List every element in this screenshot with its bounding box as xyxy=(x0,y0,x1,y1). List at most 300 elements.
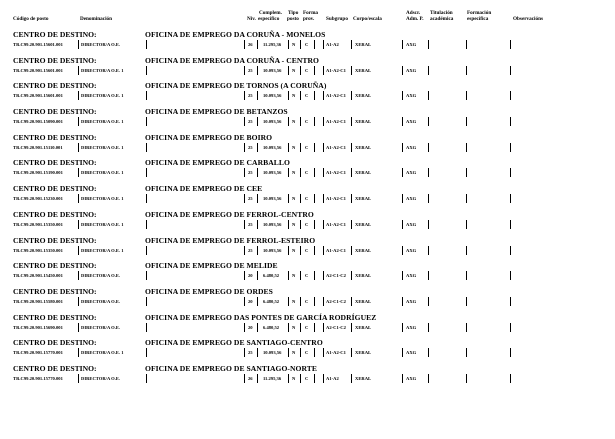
centro-destino-label: CENTRO DE DESTINO: xyxy=(13,107,97,117)
complemento-cell: 10.093,56 xyxy=(263,67,282,73)
column-divider xyxy=(510,323,511,332)
column-divider xyxy=(351,194,352,203)
column-divider xyxy=(428,348,429,357)
column-divider xyxy=(510,91,511,100)
table-row xyxy=(0,374,615,383)
column-divider xyxy=(244,168,245,177)
column-divider xyxy=(78,117,79,126)
table-row xyxy=(0,66,615,75)
column-divider xyxy=(428,168,429,177)
forma-cell: C xyxy=(305,67,309,73)
column-divider xyxy=(78,246,79,255)
job-post-block xyxy=(0,132,615,158)
column-divider xyxy=(466,91,467,100)
column-divider xyxy=(323,246,324,255)
oficina-name: OFICINA DE EMPREGO DE FERROL-ESTEIRO xyxy=(145,235,316,245)
corpo-cell: XERAL xyxy=(355,298,372,304)
centro-destino-label: CENTRO DE DESTINO: xyxy=(13,81,97,91)
subgrupo-cell: A1-A2-C1 xyxy=(326,144,346,150)
header-tipo-2: posto xyxy=(287,16,299,22)
column-divider xyxy=(288,194,289,203)
column-divider xyxy=(244,374,245,383)
table-row xyxy=(0,271,615,280)
corpo-cell: XERAL xyxy=(355,375,372,381)
subgrupo-cell: A1-A2-C1 xyxy=(326,93,346,99)
codigo-cell: TR.C99.20.901.15690.001 xyxy=(13,324,63,330)
column-divider xyxy=(314,246,315,255)
column-divider xyxy=(351,323,352,332)
column-divider xyxy=(402,297,403,306)
subgrupo-cell: A1-A2-C1 xyxy=(326,221,346,227)
header-forma-1: Forma xyxy=(303,10,318,16)
denominacion-cell: DIRECTOR/A O.E. xyxy=(81,324,121,330)
column-divider xyxy=(510,297,511,306)
column-divider xyxy=(288,323,289,332)
tipo-cell: N xyxy=(292,196,296,202)
column-divider xyxy=(300,297,301,306)
table-row xyxy=(0,297,615,306)
oficina-name: OFICINA DE EMPREGO DE CEE xyxy=(145,184,263,194)
adscr-cell: AXG xyxy=(406,93,417,99)
column-divider xyxy=(78,143,79,152)
job-post-block xyxy=(0,183,615,209)
adscr-cell: AXG xyxy=(406,324,417,330)
oficina-name: OFICINA DE EMPREGO DE SANTIAGO-NORTE xyxy=(145,363,317,373)
column-divider xyxy=(428,40,429,49)
complemento-cell: 10.093,56 xyxy=(263,170,282,176)
column-divider xyxy=(257,91,258,100)
table-row xyxy=(0,194,615,203)
column-divider xyxy=(428,117,429,126)
adscr-cell: AXG xyxy=(406,350,417,356)
complemento-cell: 10.093,56 xyxy=(263,93,282,99)
centro-destino-label: CENTRO DE DESTINO: xyxy=(13,184,97,194)
tipo-cell: N xyxy=(292,119,296,125)
denominacion-cell: DIRECTOR/A O.E. xyxy=(81,375,121,381)
column-divider xyxy=(351,271,352,280)
denominacion-cell: DIRECTOR/A O.E. 1 xyxy=(81,144,124,150)
column-divider xyxy=(466,40,467,49)
centro-destino-label: CENTRO DE DESTINO: xyxy=(13,30,97,39)
column-divider xyxy=(300,194,301,203)
column-divider xyxy=(78,297,79,306)
column-divider xyxy=(300,323,301,332)
denominacion-cell: DIRECTOR/A O.E. 1 xyxy=(81,93,124,99)
nivel-cell: 25 xyxy=(248,67,253,73)
adscr-cell: AXG xyxy=(406,221,417,227)
table-row xyxy=(0,220,615,229)
corpo-cell: XERAL xyxy=(355,170,372,176)
complemento-cell: 6.480,52 xyxy=(263,273,280,279)
header-forma-2: prov. xyxy=(303,16,315,22)
column-divider xyxy=(78,374,79,383)
complemento-cell: 10.093,56 xyxy=(263,196,282,202)
forma-cell: C xyxy=(305,144,309,150)
codigo-cell: TR.C99.20.901.15601.001 xyxy=(13,93,63,99)
column-divider xyxy=(402,117,403,126)
codigo-cell: TR.C99.20.901.15770.001 xyxy=(13,375,63,381)
column-divider xyxy=(466,117,467,126)
codigo-cell: TR.C99.20.901.15110.001 xyxy=(13,144,63,150)
column-divider xyxy=(351,220,352,229)
column-divider xyxy=(402,246,403,255)
header-observacions: Observacións xyxy=(513,16,543,22)
column-divider xyxy=(257,143,258,152)
forma-cell: C xyxy=(305,119,309,125)
job-post-block xyxy=(0,55,615,81)
forma-cell: C xyxy=(305,196,309,202)
denominacion-cell: DIRECTOR/A O.E. xyxy=(81,298,121,304)
column-divider xyxy=(146,220,147,229)
forma-cell: C xyxy=(305,93,309,99)
column-divider xyxy=(428,143,429,152)
corpo-cell: XERAL xyxy=(355,247,372,253)
job-post-block xyxy=(0,235,615,261)
tipo-cell: N xyxy=(292,67,296,73)
column-divider xyxy=(288,271,289,280)
column-divider xyxy=(300,143,301,152)
column-divider xyxy=(402,194,403,203)
nivel-cell: 26 xyxy=(248,375,253,381)
column-divider xyxy=(314,271,315,280)
column-divider xyxy=(300,66,301,75)
column-divider xyxy=(257,271,258,280)
centro-destino-label: CENTRO DE DESTINO: xyxy=(13,312,97,322)
forma-cell: C xyxy=(305,375,309,381)
column-divider xyxy=(78,91,79,100)
column-divider xyxy=(314,323,315,332)
column-divider xyxy=(244,91,245,100)
column-divider xyxy=(257,194,258,203)
table-row xyxy=(0,246,615,255)
denominacion-cell: DIRECTOR/A O.E. 1 xyxy=(81,67,124,73)
column-divider xyxy=(351,143,352,152)
tipo-cell: N xyxy=(292,273,296,279)
header-denominacion: Denominación xyxy=(80,16,112,22)
column-divider xyxy=(510,168,511,177)
nivel-cell: 25 xyxy=(248,170,253,176)
nivel-cell: 25 xyxy=(248,247,253,253)
table-row xyxy=(0,323,615,332)
header-formacion-1: Formación xyxy=(467,10,492,16)
column-divider xyxy=(244,220,245,229)
column-divider xyxy=(146,168,147,177)
adscr-cell: AXG xyxy=(406,170,417,176)
column-divider xyxy=(510,117,511,126)
column-divider xyxy=(288,91,289,100)
tipo-cell: N xyxy=(292,247,296,253)
column-divider xyxy=(314,66,315,75)
table-header xyxy=(0,0,615,30)
subgrupo-cell: A1-A2-C1 xyxy=(326,350,346,356)
header-codigo: Código de posto xyxy=(13,16,49,22)
column-divider xyxy=(146,117,147,126)
forma-cell: C xyxy=(305,247,309,253)
column-divider xyxy=(351,168,352,177)
adscr-cell: AXG xyxy=(406,119,417,125)
adscr-cell: AXG xyxy=(406,42,417,47)
centro-destino-label: CENTRO DE DESTINO: xyxy=(13,235,97,245)
column-divider xyxy=(314,348,315,357)
column-divider xyxy=(146,66,147,75)
column-divider xyxy=(466,323,467,332)
column-divider xyxy=(351,66,352,75)
column-divider xyxy=(257,40,258,49)
subgrupo-cell: A1-A2 xyxy=(326,42,339,47)
centro-destino-label: CENTRO DE DESTINO: xyxy=(13,261,97,271)
column-divider xyxy=(466,143,467,152)
table-row xyxy=(0,117,615,126)
subgrupo-cell: A1-A2-C1 xyxy=(326,196,346,202)
column-divider xyxy=(244,117,245,126)
column-divider xyxy=(288,40,289,49)
column-divider xyxy=(300,168,301,177)
column-divider xyxy=(351,297,352,306)
job-post-block xyxy=(0,312,615,338)
adscr-cell: AXG xyxy=(406,247,417,253)
column-divider xyxy=(257,246,258,255)
column-divider xyxy=(257,117,258,126)
column-divider xyxy=(146,246,147,255)
column-divider xyxy=(323,168,324,177)
column-divider xyxy=(257,168,258,177)
column-divider xyxy=(466,297,467,306)
column-divider xyxy=(510,143,511,152)
nivel-cell: 25 xyxy=(248,196,253,202)
denominacion-cell: DIRECTOR/A O.E. 1 xyxy=(81,196,124,202)
job-post-block xyxy=(0,260,615,286)
adscr-cell: AXG xyxy=(406,375,417,381)
centro-destino-label: CENTRO DE DESTINO: xyxy=(13,132,97,142)
corpo-cell: XERAL xyxy=(355,273,372,279)
column-divider xyxy=(428,66,429,75)
column-divider xyxy=(323,194,324,203)
column-divider xyxy=(314,194,315,203)
forma-cell: C xyxy=(305,350,309,356)
column-divider xyxy=(510,374,511,383)
tipo-cell: N xyxy=(292,375,296,381)
column-divider xyxy=(402,143,403,152)
header-nivel: Niv. xyxy=(247,16,256,22)
column-divider xyxy=(146,40,147,49)
oficina-name: OFICINA DE EMPREGO DE MELIDE xyxy=(145,261,278,271)
column-divider xyxy=(146,271,147,280)
column-divider xyxy=(466,66,467,75)
corpo-cell: XERAL xyxy=(355,93,372,99)
column-divider xyxy=(257,297,258,306)
column-divider xyxy=(323,374,324,383)
header-titulacion-2: académica xyxy=(430,16,454,22)
column-divider xyxy=(428,297,429,306)
subgrupo-cell: A1-A2-C1 xyxy=(326,247,346,253)
column-divider xyxy=(78,40,79,49)
complemento-cell: 6.480,52 xyxy=(263,298,280,304)
tipo-cell: N xyxy=(292,144,296,150)
column-divider xyxy=(288,220,289,229)
column-divider xyxy=(466,348,467,357)
column-divider xyxy=(428,374,429,383)
oficina-name: OFICINA DE EMPREGO DE CARBALLO xyxy=(145,158,290,168)
column-divider xyxy=(351,40,352,49)
column-divider xyxy=(146,297,147,306)
column-divider xyxy=(402,168,403,177)
subgrupo-cell: A2-C1-C2 xyxy=(326,298,346,304)
corpo-cell: XERAL xyxy=(355,67,372,73)
forma-cell: C xyxy=(305,42,309,47)
column-divider xyxy=(146,348,147,357)
column-divider xyxy=(351,348,352,357)
header-subgrupo: Subgrupo xyxy=(326,16,348,22)
column-divider xyxy=(466,194,467,203)
centro-destino-label: CENTRO DE DESTINO: xyxy=(13,55,97,65)
column-divider xyxy=(323,40,324,49)
column-divider xyxy=(288,297,289,306)
job-post-block xyxy=(0,337,615,363)
complemento-cell: 10.093,56 xyxy=(263,247,282,253)
column-divider xyxy=(510,348,511,357)
job-post-block xyxy=(0,286,615,312)
column-divider xyxy=(510,66,511,75)
column-divider xyxy=(300,374,301,383)
column-divider xyxy=(510,194,511,203)
nivel-cell: 25 xyxy=(248,350,253,356)
corpo-cell: XERAL xyxy=(355,196,372,202)
column-divider xyxy=(402,271,403,280)
centro-destino-label: CENTRO DE DESTINO: xyxy=(13,363,97,373)
nivel-cell: 25 xyxy=(248,144,253,150)
adscr-cell: AXG xyxy=(406,144,417,150)
column-divider xyxy=(244,143,245,152)
subgrupo-cell: A1-A2-C1 xyxy=(326,119,346,125)
column-divider xyxy=(257,220,258,229)
job-post-block xyxy=(0,80,615,106)
centro-destino-label: CENTRO DE DESTINO: xyxy=(13,286,97,296)
codigo-cell: TR.C99.20.901.15350.001 xyxy=(13,247,63,253)
complemento-cell: 6.480,52 xyxy=(263,324,280,330)
column-divider xyxy=(510,271,511,280)
column-divider xyxy=(402,66,403,75)
oficina-name: OFICINA DE EMPREGO DA CORUÑA - MONELOS xyxy=(145,30,326,39)
table-row xyxy=(0,348,615,357)
column-divider xyxy=(244,194,245,203)
corpo-cell: XERAL xyxy=(355,350,372,356)
header-formacion-2: específica xyxy=(467,16,489,22)
column-divider xyxy=(244,271,245,280)
column-divider xyxy=(351,117,352,126)
corpo-cell: XERAL xyxy=(355,144,372,150)
tipo-cell: N xyxy=(292,221,296,227)
column-divider xyxy=(257,374,258,383)
column-divider xyxy=(257,66,258,75)
denominacion-cell: DIRECTOR/A O.E. xyxy=(81,42,121,47)
table-row xyxy=(0,143,615,152)
forma-cell: C xyxy=(305,298,309,304)
corpo-cell: XERAL xyxy=(355,42,372,47)
centro-destino-label: CENTRO DE DESTINO: xyxy=(13,338,97,348)
header-tipo-1: Tipo xyxy=(288,10,299,16)
table-row xyxy=(0,40,615,49)
corpo-cell: XERAL xyxy=(355,324,372,330)
column-divider xyxy=(300,40,301,49)
column-divider xyxy=(314,40,315,49)
column-divider xyxy=(466,271,467,280)
header-titulacion-1: Titulación xyxy=(430,10,453,16)
column-divider xyxy=(323,271,324,280)
column-divider xyxy=(78,168,79,177)
oficina-name: OFICINA DE EMPREGO DE BOIRO xyxy=(145,132,273,142)
column-divider xyxy=(146,91,147,100)
complemento-cell: 10.093,56 xyxy=(263,119,282,125)
job-post-block xyxy=(0,29,615,55)
tipo-cell: N xyxy=(292,350,296,356)
codigo-cell: TR.C99.20.901.15230.001 xyxy=(13,196,63,202)
column-divider xyxy=(314,143,315,152)
column-divider xyxy=(244,348,245,357)
column-divider xyxy=(288,143,289,152)
complemento-cell: 10.093,56 xyxy=(263,350,282,356)
column-divider xyxy=(428,323,429,332)
oficina-name: OFICINA DE EMPREGO DA CORUÑA - CENTRO xyxy=(145,55,319,65)
job-post-block xyxy=(0,106,615,132)
column-divider xyxy=(300,91,301,100)
header-corpo: Corpo/escala xyxy=(353,16,382,22)
column-divider xyxy=(323,297,324,306)
job-post-block xyxy=(0,157,615,183)
adscr-cell: AXG xyxy=(406,67,417,73)
column-divider xyxy=(510,246,511,255)
header-adscr-2: Adm. P. xyxy=(406,16,424,22)
column-divider xyxy=(314,168,315,177)
denominacion-cell: DIRECTOR/A O.E. 1 xyxy=(81,170,124,176)
column-divider xyxy=(288,246,289,255)
column-divider xyxy=(300,246,301,255)
column-divider xyxy=(300,220,301,229)
denominacion-cell: DIRECTOR/A O.E. 1 xyxy=(81,221,124,227)
nivel-cell: 25 xyxy=(248,119,253,125)
column-divider xyxy=(402,323,403,332)
table-row xyxy=(0,91,615,100)
complemento-cell: 11.295,36 xyxy=(263,375,282,381)
column-divider xyxy=(257,323,258,332)
nivel-cell: 20 xyxy=(248,298,253,304)
column-divider xyxy=(78,271,79,280)
subgrupo-cell: A1-A2-C1 xyxy=(326,170,346,176)
column-divider xyxy=(428,194,429,203)
column-divider xyxy=(323,91,324,100)
subgrupo-cell: A2-C1-C2 xyxy=(326,324,346,330)
column-divider xyxy=(351,374,352,383)
column-divider xyxy=(428,91,429,100)
adscr-cell: AXG xyxy=(406,298,417,304)
column-divider xyxy=(323,143,324,152)
column-divider xyxy=(323,220,324,229)
oficina-name: OFICINA DE EMPREGO DE BETANZOS xyxy=(145,107,288,117)
column-divider xyxy=(244,297,245,306)
tipo-cell: N xyxy=(292,170,296,176)
subgrupo-cell: A1-A2 xyxy=(326,375,339,381)
denominacion-cell: DIRECTOR/A O.E. 1 xyxy=(81,350,124,356)
column-divider xyxy=(323,66,324,75)
column-divider xyxy=(351,246,352,255)
forma-cell: C xyxy=(305,273,309,279)
oficina-name: OFICINA DE EMPREGO DAS PONTES DE GARCÍA RODRÍGUEZ xyxy=(145,312,377,322)
column-divider xyxy=(466,168,467,177)
codigo-cell: TR.C99.20.901.15601.001 xyxy=(13,67,63,73)
tipo-cell: N xyxy=(292,324,296,330)
nivel-cell: 20 xyxy=(248,273,253,279)
job-post-block xyxy=(0,363,615,389)
column-divider xyxy=(402,348,403,357)
